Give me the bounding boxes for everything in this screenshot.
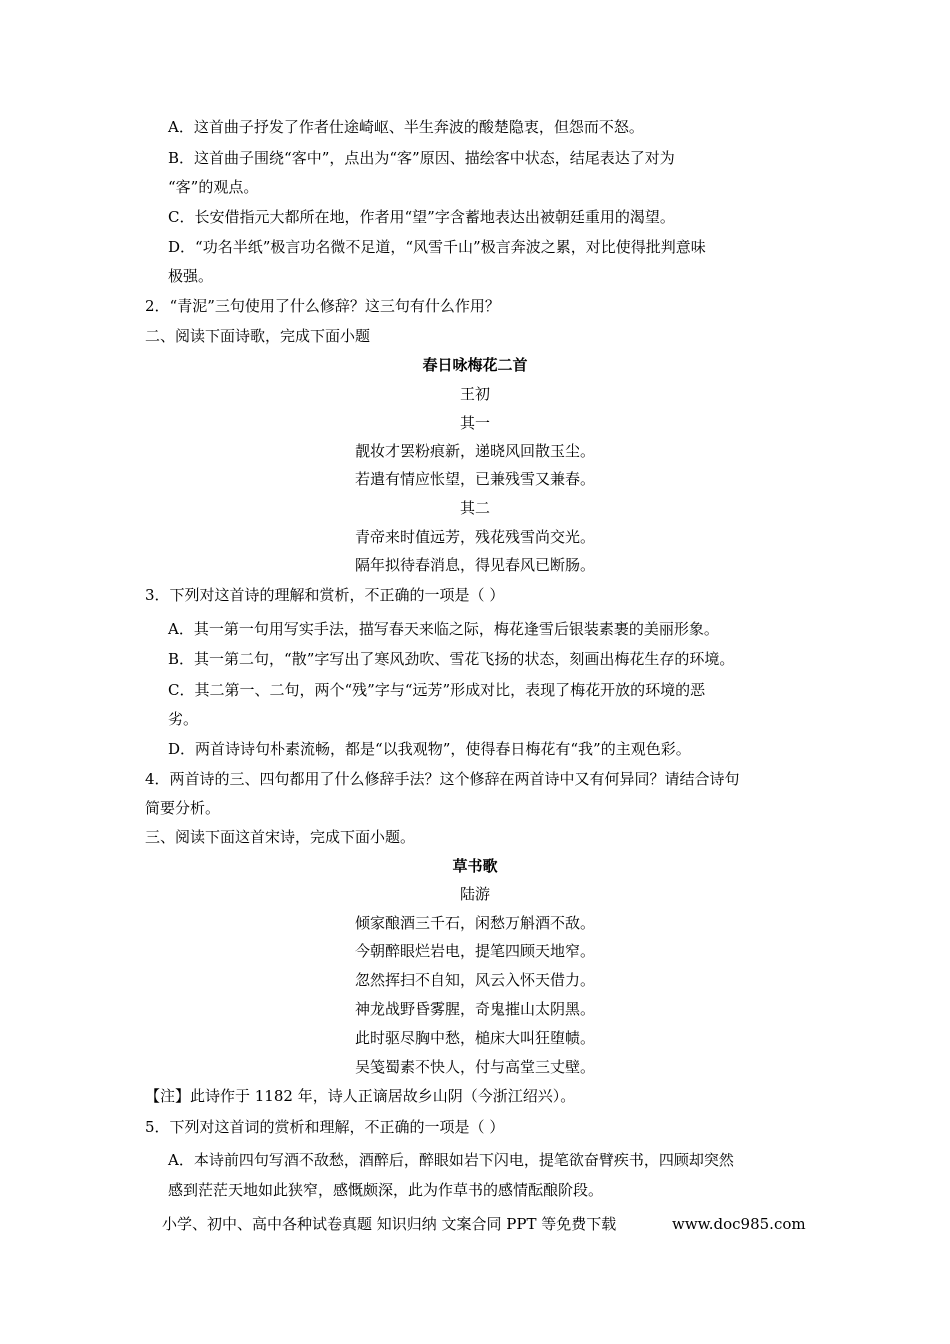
question-4: 4．两首诗的三、四句都用了什么修辞手法？这个修辞在两首诗中又有何异同？请结合诗句 xyxy=(145,770,740,788)
footer-url[interactable]: www.doc985.com xyxy=(672,1215,806,1233)
poem-line: 隔年拟待春消息，得见春风已断肠。 xyxy=(354,556,595,574)
q3-option-d: D．两首诗诗句朴素流畅，都是“以我观物”，使得春日梅花有“我”的主观色彩。 xyxy=(168,740,691,758)
poem-line: 吴笺蜀素不快人，付与高堂三丈壁。 xyxy=(354,1058,595,1076)
poem-author-2: 陆游 xyxy=(459,885,490,903)
poem-line: 靓妆才罢粉痕新，递晓风回散玉尘。 xyxy=(354,442,595,460)
poem-line: 青帝来时值远芳，残花残雪尚交光。 xyxy=(354,528,595,546)
q3-option-b: B．其一第二句，“散”字写出了寒风劲吹、雪花飞扬的状态，刻画出梅花生存的环境。 xyxy=(168,650,735,668)
footer-text: 小学、初中、高中各种试卷真题 知识归纳 文案合同 PPT 等免费下载 xyxy=(162,1215,617,1233)
question-5-stem: 5．下列对这首词的赏析和理解，不正确的一项是（ ） xyxy=(145,1118,505,1136)
q5-option-a-cont: 感到茫茫天地如此狭窄，感慨颇深，此为作草书的感情酝酿阶段。 xyxy=(168,1181,604,1199)
poem-part-1-label: 其一 xyxy=(459,414,490,432)
poem-part-2-label: 其二 xyxy=(459,499,490,517)
question-3-stem: 3．下列对这首诗的理解和赏析，不正确的一项是（ ） xyxy=(145,586,505,604)
q5-option-a: A．本诗前四句写酒不敌愁，酒醉后，醉眼如岩下闪电，提笔欲奋臂疾书，四顾却突然 xyxy=(168,1151,734,1169)
q1-option-c: C．长安借指元大都所在地，作者用“望”字含蓄地表达出被朝廷重用的渴望。 xyxy=(168,208,675,226)
question-4-cont: 简要分析。 xyxy=(145,799,221,817)
poem-title-2: 草书歌 xyxy=(452,857,498,875)
poem-title-1: 春日咏梅花二首 xyxy=(422,356,528,374)
poem-line: 若遣有情应怅望，已兼残雪又兼春。 xyxy=(354,470,595,488)
q1-option-a: A．这首曲子抒发了作者仕途崎岖、半生奔波的酸楚隐衷，但怨而不怒。 xyxy=(168,118,644,136)
poem-line: 神龙战野昏雾腥，奇鬼摧山太阴黑。 xyxy=(354,1000,595,1018)
poem-line: 忽然挥扫不自知，风云入怀天借力。 xyxy=(354,971,595,989)
q1-option-d-cont: 极强。 xyxy=(168,267,214,285)
q3-option-c-cont: 劣。 xyxy=(168,710,199,728)
q1-option-b-cont: “客”的观点。 xyxy=(168,178,259,196)
section-2-heading: 二、阅读下面诗歌，完成下面小题 xyxy=(145,327,371,345)
section-3-heading: 三、阅读下面这首宋诗，完成下面小题。 xyxy=(145,828,416,846)
q1-option-d: D．“功名半纸”极言功名微不足道，“风雪千山”极言奔波之累，对比使得批判意味 xyxy=(168,238,706,256)
poem-line: 倾家酿酒三千石，闲愁万斛酒不敌。 xyxy=(354,914,595,932)
q3-option-c: C．其二第一、二句，两个“残”字与“远芳”形成对比，表现了梅花开放的环境的恶 xyxy=(168,681,706,699)
question-2: 2．“青泥”三句使用了什么修辞？这三句有什么作用？ xyxy=(145,297,500,315)
poem-author-1: 王初 xyxy=(459,385,490,403)
poem-note: 【注】此诗作于 1182 年，诗人正谪居故乡山阴（今浙江绍兴）。 xyxy=(145,1087,576,1105)
poem-line: 此时驱尽胸中愁，槌床大叫狂堕帻。 xyxy=(354,1029,595,1047)
q3-option-a: A．其一第一句用写实手法，描写春天来临之际，梅花逢雪后银装素裹的美丽形象。 xyxy=(168,620,719,638)
poem-line: 今朝醉眼烂岩电，提笔四顾天地窄。 xyxy=(354,942,595,960)
q1-option-b: B．这首曲子围绕“客中”，点出为“客”原因、描绘客中状态，结尾表达了对为 xyxy=(168,149,675,167)
